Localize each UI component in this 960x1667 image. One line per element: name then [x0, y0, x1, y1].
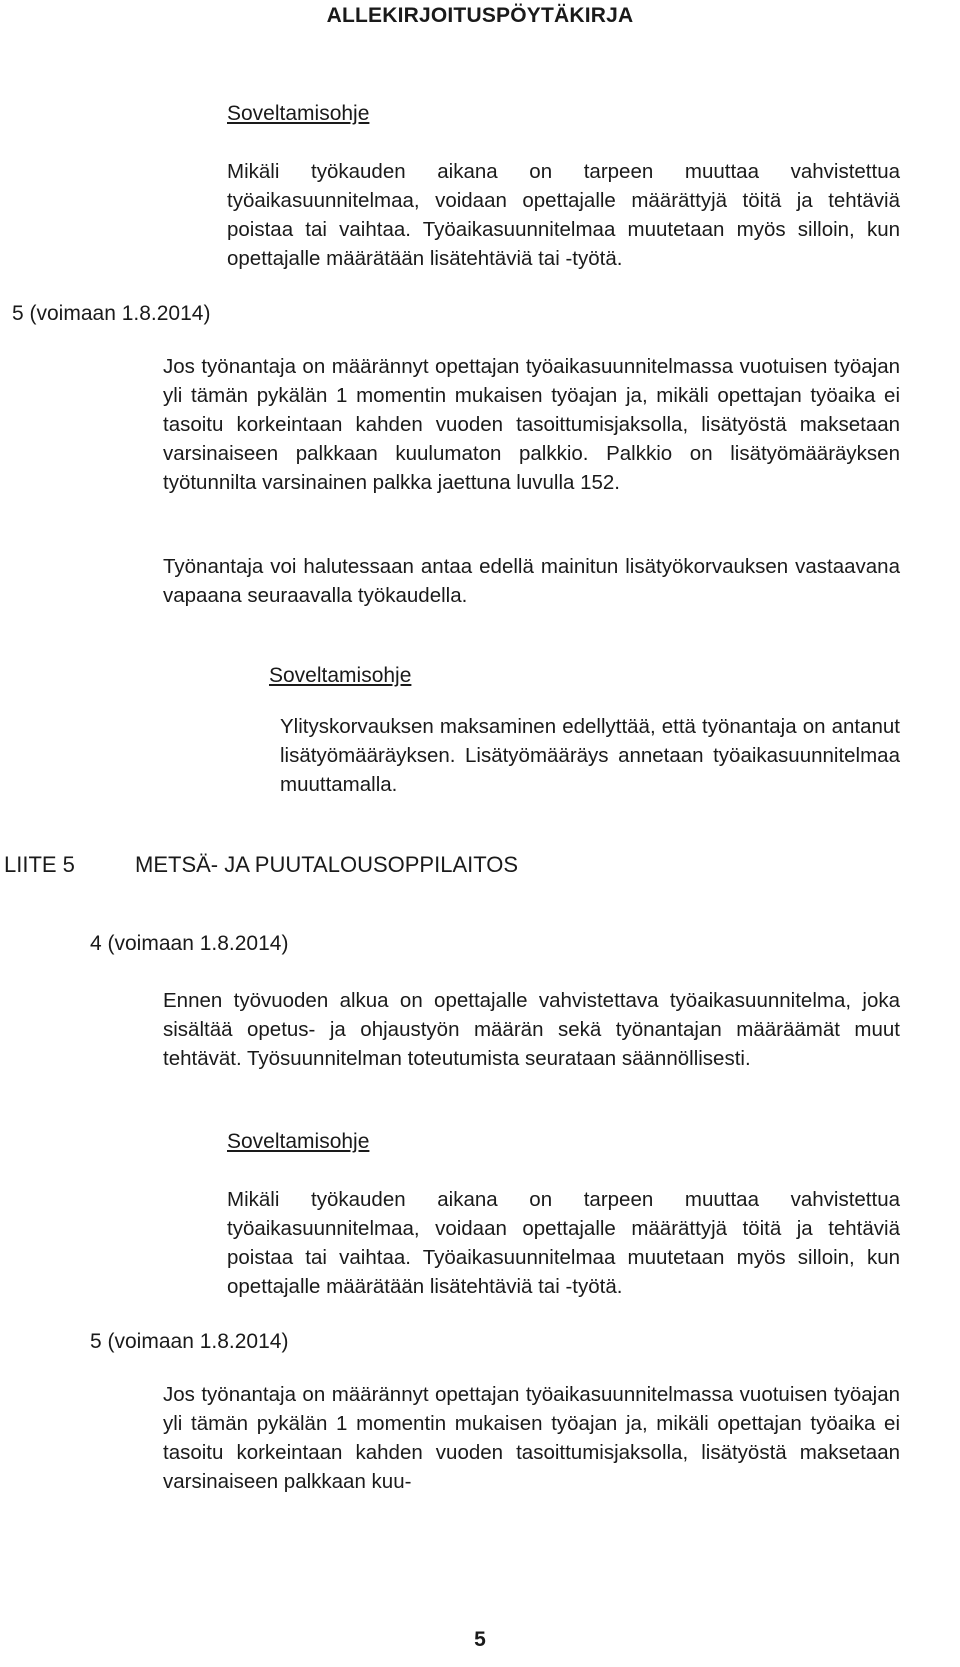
paragraph-7: Jos työnantaja on määrännyt opettajan työaikasuunnitelmassa vuotuisen työajan yli tämän pykälän 1 momentin mukaisen työajan ja, mikäli opettajan työaika ei tasoitu korkeintaan kahden vuoden tasoittumisjaksolla, lisätyöstä maksetaan varsinaiseen palkkaan kuu- — [163, 1383, 900, 1493]
paragraph-2: Jos työnantaja on määrännyt opettajan työaikasuunnitelmassa vuotuisen työajan yli tämän pykälän 1 momentin mukaisen työajan ja, mikäli opettajan työaika ei tasoitu korkeintaan kahden vuoden tasoittumisjaksolla, lisätyöstä maksetaan varsinaiseen palkkaan kuulumaton palkkio. Palkkio on lisätyömääräyksen työtunnilta varsinainen palkka jaettuna luvulla 152. — [163, 355, 900, 494]
appendix-label: LIITE 5 — [4, 852, 75, 877]
appendix-title: METSÄ- JA PUUTALOUSOPPILAITOS — [135, 852, 519, 877]
section-5-text-1 — [163, 352, 900, 497]
section-5-heading-2: 5 (voimaan 1.8.2014) — [90, 1330, 289, 1353]
guideline-heading-2: Soveltamisohje — [269, 664, 412, 687]
guideline-text-2 — [280, 712, 900, 799]
paragraph-1: Mikäli työkauden aikana on tarpeen muuttaa vahvistettua työaikasuunnitelmaa, voidaan opettajalle määrättyjä töitä ja tehtäviä poistaa tai vaihtaa. Työaikasuunnitelmaa muutetaan myös silloin, kun opettajalle määrätään lisätehtäviä tai -työtä. — [227, 160, 900, 270]
guideline-text-1 — [227, 157, 900, 273]
paragraph-4: Ylityskorvauksen maksaminen edellyttää, että työnantaja on antanut lisätyömääräyksen. Lisätyömääräys annetaan työaikasuunnitelmaa muuttamalla. — [280, 715, 900, 796]
guideline-heading-3: Soveltamisohje — [227, 1130, 370, 1153]
section-4-text — [163, 986, 900, 1073]
section-4-heading: 4 (voimaan 1.8.2014) — [90, 932, 289, 955]
section-5-heading-1: 5 (voimaan 1.8.2014) — [12, 302, 211, 325]
paragraph-3: Työnantaja voi halutessaan antaa edellä mainitun lisätyökorvauksen vastaavana vapaana seuraavalla työkaudella. — [163, 555, 900, 607]
paragraph-5: Ennen työvuoden alkua on opettajalle vahvistettava työaikasuunnitelma, joka sisältää opetus- ja ohjaustyön määrän sekä työnantajan määräämät muut tehtävät. Työsuunnitelman toteutumista seurataan säännöllisesti. — [163, 989, 900, 1070]
section-5-text-2 — [163, 552, 900, 610]
section-5-text-3 — [163, 1380, 900, 1496]
guideline-text-3 — [227, 1185, 900, 1301]
page-number: 5 — [474, 1628, 486, 1651]
guideline-heading-1: Soveltamisohje — [227, 102, 370, 125]
page-header-title: ALLEKIRJOITUSPÖYTÄKIRJA — [326, 4, 634, 27]
paragraph-6: Mikäli työkauden aikana on tarpeen muuttaa vahvistettua työaikasuunnitelmaa, voidaan opettajalle määrättyjä töitä ja tehtäviä poistaa tai vaihtaa. Työaikasuunnitelmaa muutetaan myös silloin, kun opettajalle määrätään lisätehtäviä tai -työtä. — [227, 1188, 900, 1298]
